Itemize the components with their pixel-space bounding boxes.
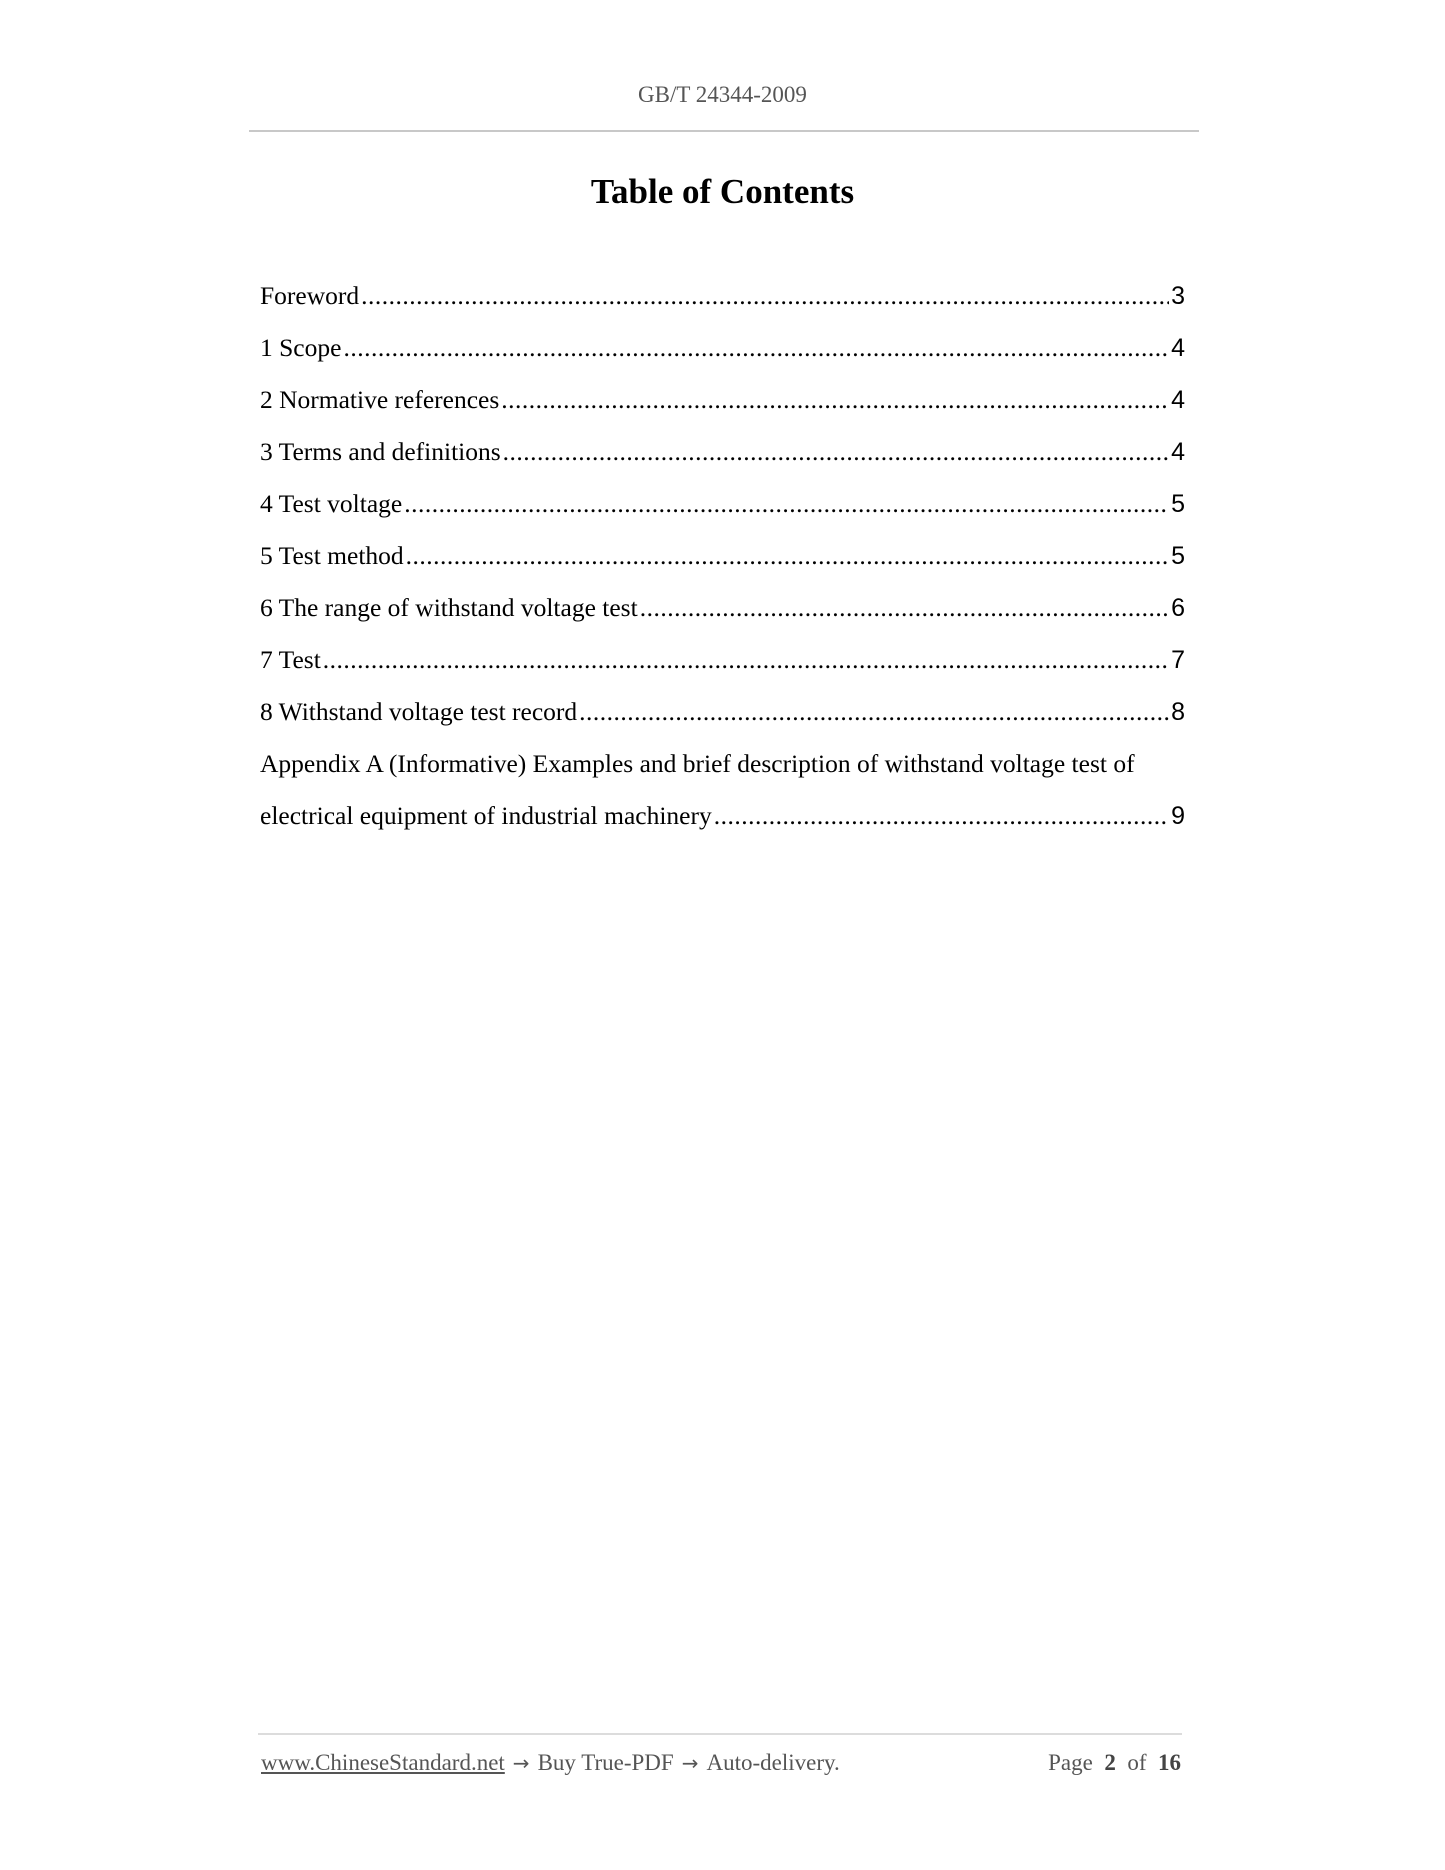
toc-page-number: 8	[1171, 698, 1185, 726]
toc-entry-label-line	[260, 738, 1185, 790]
page-indicator	[1048, 1750, 1181, 1776]
toc-entry-label: 6 The range of withstand voltage test	[260, 593, 638, 622]
toc-entry-test-voltage[interactable]	[260, 478, 1185, 530]
delivery-text: Auto-delivery.	[706, 1750, 840, 1775]
toc-entry-scope[interactable]	[260, 322, 1185, 374]
toc-page-number: 7	[1171, 646, 1185, 674]
toc-entry-label-line	[260, 790, 1185, 842]
toc-entry-label: 8 Withstand voltage test record	[260, 697, 578, 726]
toc-leader-dots	[406, 530, 1169, 582]
footer-divider	[258, 1733, 1182, 1735]
current-page: 2	[1104, 1750, 1116, 1775]
of-word: of	[1127, 1750, 1147, 1775]
toc-entry-terms-definitions[interactable]	[260, 426, 1185, 478]
toc-entry-label: electrical equipment of industrial machinery	[260, 801, 712, 830]
toc-entry-label: Foreword	[260, 281, 360, 310]
toc-entry-label: Appendix A (Informative) Examples and brief description of withstand voltage test of	[260, 749, 1135, 778]
toc-leader-dots	[404, 478, 1169, 530]
toc-leader-dots	[361, 270, 1169, 322]
toc-entry-test-method[interactable]	[260, 530, 1185, 582]
toc-entry-normative-references[interactable]	[260, 374, 1185, 426]
toc-leader-dots	[343, 322, 1169, 374]
toc-leader-dots	[323, 634, 1169, 686]
toc-page-number: 4	[1171, 438, 1185, 466]
header-divider	[249, 130, 1199, 132]
arrow-right-icon: →	[512, 1751, 530, 1775]
toc-page-number: 6	[1171, 594, 1185, 622]
toc-leader-dots	[714, 790, 1169, 842]
toc-page-number: 5	[1171, 542, 1185, 570]
toc-entry-range-withstand[interactable]	[260, 582, 1185, 634]
toc-leader-dots	[503, 426, 1169, 478]
toc-page-number: 4	[1171, 386, 1185, 414]
buy-text: Buy True-PDF	[537, 1750, 674, 1775]
toc-entry-label: 5 Test method	[260, 541, 404, 570]
toc-entry-label: 1 Scope	[260, 333, 342, 362]
toc-page-number: 4	[1171, 334, 1185, 362]
toc-page-number: 9	[1171, 802, 1185, 830]
toc-page-number: 5	[1171, 490, 1185, 518]
page-footer	[261, 1750, 1181, 1776]
website-link[interactable]: www.ChineseStandard.net	[261, 1750, 505, 1775]
toc-page-number: 3	[1171, 282, 1185, 310]
toc-leader-dots	[640, 582, 1169, 634]
toc-entry-foreword[interactable]	[260, 270, 1185, 322]
toc-entry-label: 7 Test	[260, 645, 321, 674]
running-header: GB/T 24344-2009	[638, 82, 807, 107]
page-title: Table of Contents	[590, 172, 855, 211]
toc-entry-test[interactable]	[260, 634, 1185, 686]
toc-entry-label: 4 Test voltage	[260, 489, 403, 518]
toc-entry-label: 2 Normative references	[260, 385, 500, 414]
total-pages: 16	[1158, 1750, 1181, 1775]
toc-entry-label: 3 Terms and definitions	[260, 437, 501, 466]
toc-leader-dots	[501, 374, 1169, 426]
toc-entry-test-record[interactable]	[260, 686, 1185, 738]
page-word: Page	[1048, 1750, 1093, 1775]
table-of-contents	[260, 270, 1185, 842]
toc-leader-dots	[579, 686, 1169, 738]
footer-promo	[261, 1750, 840, 1776]
arrow-right-icon: →	[681, 1751, 699, 1775]
toc-entry-appendix-a[interactable]	[260, 738, 1185, 842]
